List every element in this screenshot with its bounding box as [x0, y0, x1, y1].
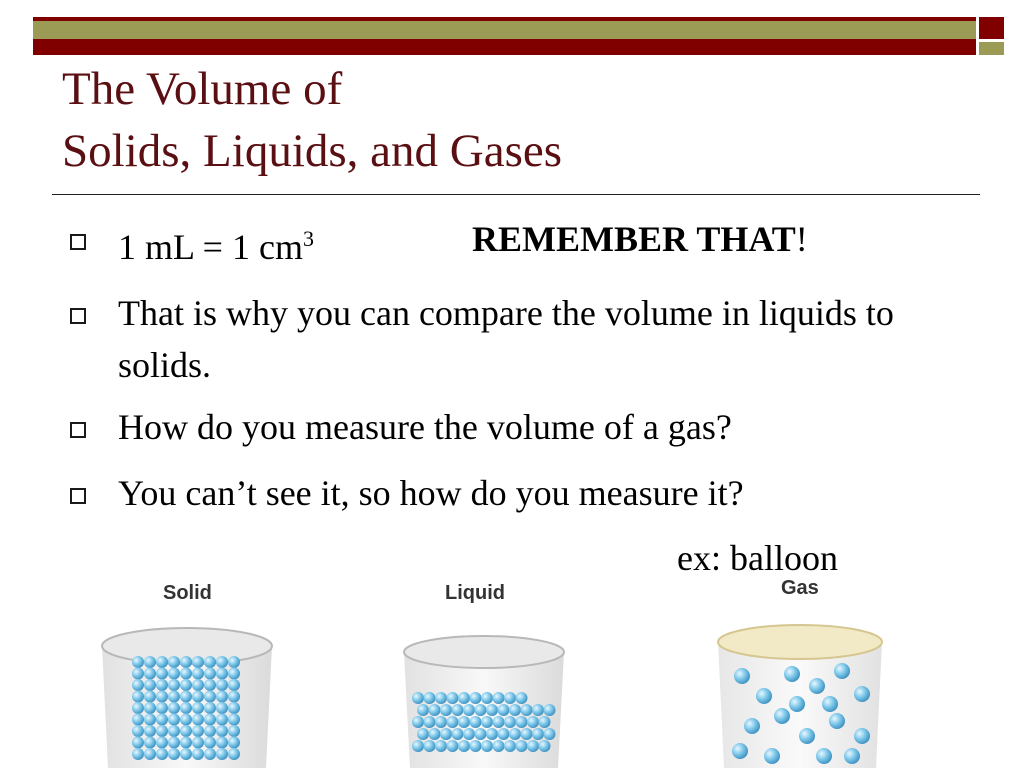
- bullet-item: [70, 287, 970, 391]
- particle: [228, 656, 240, 668]
- particle: [216, 668, 228, 680]
- particle: [516, 740, 528, 752]
- particle: [180, 679, 192, 691]
- particle: [144, 714, 156, 726]
- particle: [440, 728, 452, 740]
- particle: [521, 728, 533, 740]
- particle: [228, 714, 240, 726]
- particle: [509, 728, 521, 740]
- particle: [784, 666, 800, 682]
- particle: [156, 748, 168, 760]
- particle: [470, 692, 482, 704]
- particle: [216, 714, 228, 726]
- particle: [168, 737, 180, 749]
- particle: [834, 663, 850, 679]
- particle: [144, 679, 156, 691]
- particle: [132, 668, 144, 680]
- particle: [132, 748, 144, 760]
- particle: [447, 692, 459, 704]
- slide-title: [62, 58, 562, 182]
- remember-label: REMEMBER THAT: [472, 219, 796, 259]
- particle: [412, 740, 424, 752]
- particle: [429, 704, 441, 716]
- particle: [168, 702, 180, 714]
- corner-block-top: [979, 17, 1004, 39]
- particle: [447, 740, 459, 752]
- particle: [192, 679, 204, 691]
- particle: [204, 691, 216, 703]
- bullet-item: [70, 401, 970, 453]
- title-line-2: Solids, Liquids, and Gases: [62, 125, 563, 177]
- particle: [481, 716, 493, 728]
- particle: [498, 728, 510, 740]
- particle: [435, 740, 447, 752]
- particle: [822, 696, 838, 712]
- gas-label: Gas: [781, 577, 819, 599]
- particle: [216, 737, 228, 749]
- particle: [144, 702, 156, 714]
- particle: [504, 740, 516, 752]
- particle: [156, 725, 168, 737]
- title-divider: [52, 194, 980, 195]
- particle: [216, 702, 228, 714]
- particle: [854, 728, 870, 744]
- particle: [180, 691, 192, 703]
- particle: [816, 748, 832, 764]
- particle: [216, 725, 228, 737]
- solid-label: Solid: [163, 582, 212, 604]
- bullet-text: How do you measure the volume of a gas?: [118, 407, 732, 447]
- bullet-text: That is why you can compare the volume in liquids to solids.: [118, 293, 894, 385]
- particle: [486, 704, 498, 716]
- particle: [228, 737, 240, 749]
- particle: [192, 656, 204, 668]
- particle: [168, 691, 180, 703]
- particle: [156, 668, 168, 680]
- particle: [829, 713, 845, 729]
- particle: [144, 725, 156, 737]
- square-bullet-icon: [70, 422, 86, 438]
- particle: [417, 728, 429, 740]
- particle: [168, 748, 180, 760]
- particle: [144, 737, 156, 749]
- particle: [204, 714, 216, 726]
- title-line-1: The Volume of: [62, 63, 343, 115]
- particle: [132, 725, 144, 737]
- square-bullet-icon: [70, 308, 86, 324]
- particle: [228, 679, 240, 691]
- particle: [204, 668, 216, 680]
- particle: [204, 702, 216, 714]
- particle: [504, 692, 516, 704]
- particle: [527, 716, 539, 728]
- particle: [180, 725, 192, 737]
- particle: [156, 679, 168, 691]
- particle: [440, 704, 452, 716]
- particle: [447, 716, 459, 728]
- particle: [756, 688, 772, 704]
- particle: [412, 692, 424, 704]
- particle: [539, 716, 551, 728]
- particle: [424, 716, 436, 728]
- particle: [789, 696, 805, 712]
- gas-container-illustration: [712, 616, 888, 768]
- particle: [799, 728, 815, 744]
- particle: [180, 668, 192, 680]
- particle: [156, 737, 168, 749]
- particle: [539, 740, 551, 752]
- particle: [144, 748, 156, 760]
- particle: [204, 725, 216, 737]
- particle: [156, 714, 168, 726]
- corner-block-bottom: [979, 42, 1004, 55]
- square-bullet-icon: [70, 488, 86, 504]
- particle: [527, 740, 539, 752]
- particle: [532, 704, 544, 716]
- particle: [734, 668, 750, 684]
- header-bar-accent: [33, 21, 976, 39]
- particle: [228, 668, 240, 680]
- bullet-item: [70, 213, 970, 273]
- particle: [504, 716, 516, 728]
- exclamation: !: [795, 219, 808, 259]
- particle: [228, 702, 240, 714]
- bullet-list: [70, 213, 970, 533]
- particle: [192, 748, 204, 760]
- particle: [493, 740, 505, 752]
- particle: [192, 725, 204, 737]
- emphasis-text: [472, 213, 808, 265]
- particle: [744, 718, 760, 734]
- particle: [463, 704, 475, 716]
- particle: [544, 728, 556, 740]
- particle: [204, 737, 216, 749]
- particle: [475, 704, 487, 716]
- particle: [452, 704, 464, 716]
- particle: [192, 691, 204, 703]
- particle: [180, 714, 192, 726]
- liquid-label: Liquid: [445, 582, 505, 604]
- particle: [180, 702, 192, 714]
- particle: [854, 686, 870, 702]
- particle: [452, 728, 464, 740]
- particle: [168, 725, 180, 737]
- example-text: ex: balloon: [677, 538, 838, 578]
- particle: [156, 702, 168, 714]
- particle: [144, 656, 156, 668]
- particle: [424, 692, 436, 704]
- solid-container-illustration: [96, 618, 278, 768]
- particle: [132, 737, 144, 749]
- particle: [180, 737, 192, 749]
- particle: [144, 691, 156, 703]
- particle: [774, 708, 790, 724]
- particle: [168, 668, 180, 680]
- particle: [764, 748, 780, 764]
- particle: [458, 716, 470, 728]
- particle: [192, 714, 204, 726]
- liquid-container-illustration: [398, 628, 570, 768]
- particle: [470, 740, 482, 752]
- particle: [486, 728, 498, 740]
- particle: [424, 740, 436, 752]
- particle: [509, 704, 521, 716]
- particle: [216, 748, 228, 760]
- particle: [168, 714, 180, 726]
- particle: [204, 679, 216, 691]
- particle: [180, 748, 192, 760]
- particle: [809, 678, 825, 694]
- particle: [458, 740, 470, 752]
- particle: [435, 716, 447, 728]
- particle: [132, 679, 144, 691]
- superscript: 3: [302, 226, 314, 251]
- particle: [228, 725, 240, 737]
- particle: [156, 656, 168, 668]
- particle: [216, 679, 228, 691]
- particle: [412, 716, 424, 728]
- particle: [216, 691, 228, 703]
- particle: [417, 704, 429, 716]
- particle: [463, 728, 475, 740]
- particle: [493, 692, 505, 704]
- particle: [516, 716, 528, 728]
- particle: [458, 692, 470, 704]
- particle: [228, 691, 240, 703]
- particle: [521, 704, 533, 716]
- particle: [156, 691, 168, 703]
- particle: [493, 716, 505, 728]
- particle: [216, 656, 228, 668]
- particle: [532, 728, 544, 740]
- particle: [204, 656, 216, 668]
- particle: [192, 668, 204, 680]
- particle: [732, 743, 748, 759]
- particle: [192, 737, 204, 749]
- bullet-text: 1 mL = 1 cm: [118, 227, 303, 267]
- particle: [192, 702, 204, 714]
- particle: [132, 656, 144, 668]
- particle: [180, 656, 192, 668]
- particle: [475, 728, 487, 740]
- particle: [516, 692, 528, 704]
- particle: [844, 748, 860, 764]
- particle: [498, 704, 510, 716]
- particle: [168, 656, 180, 668]
- particle: [481, 692, 493, 704]
- particle: [544, 704, 556, 716]
- particle: [132, 702, 144, 714]
- particle: [470, 716, 482, 728]
- particle: [481, 740, 493, 752]
- particle: [144, 668, 156, 680]
- particle: [435, 692, 447, 704]
- bullet-text: You can’t see it, so how do you measure it?: [118, 473, 744, 513]
- particle: [204, 748, 216, 760]
- bullet-item: [70, 467, 970, 519]
- particle: [132, 714, 144, 726]
- particle: [429, 728, 441, 740]
- particle: [168, 679, 180, 691]
- particle: [228, 748, 240, 760]
- square-bullet-icon: [70, 234, 86, 250]
- particle: [132, 691, 144, 703]
